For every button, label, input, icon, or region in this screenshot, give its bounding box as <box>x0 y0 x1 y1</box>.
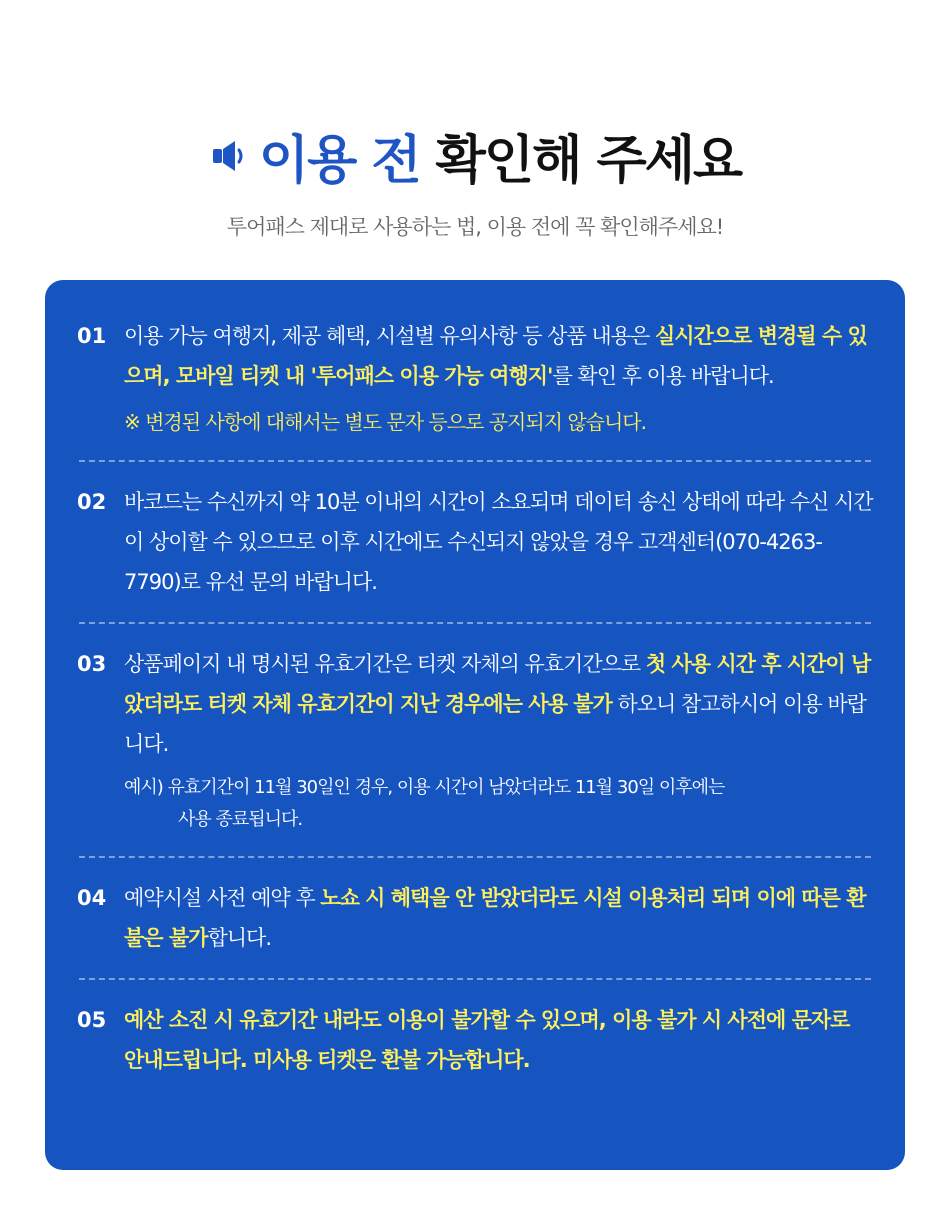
text-plain: 예약시설 사전 예약 후 <box>124 886 321 910</box>
text-highlight: 첫 사용 시간 후 시간이 남았더라도 티켓 자체 유효기간이 지난 경우에는 사용 불가 <box>124 652 871 716</box>
text-plain: 하오니 참고하시어 이용 바랍니다. <box>124 692 866 756</box>
notice-item-04 <box>77 858 873 978</box>
text-plain: 이용 가능 여행지, 제공 혜택, 시설별 유의사항 등 상품 내용은 <box>124 324 655 348</box>
notice-item-03 <box>77 624 873 856</box>
text-plain: 합니다. <box>207 926 272 950</box>
notice-item-02 <box>77 462 873 622</box>
notice-item-01 <box>77 296 873 460</box>
title-text: 확인해 주세요 <box>435 131 742 191</box>
item-text <box>124 878 873 958</box>
notice-item-05 <box>77 980 873 1100</box>
speaker-icon <box>209 136 249 176</box>
item-example <box>124 772 873 836</box>
title-highlight: 이용 전 <box>258 131 420 191</box>
item-number: 03 <box>77 652 107 676</box>
example-line: 예시) 유효기간이 11월 30일인 경우, 이용 시간이 남았더라도 11월 30일 이후에는 <box>124 777 725 798</box>
item-text: 바코드는 수신까지 약 10분 이내의 시간이 소요되며 데이터 송신 상태에 따라 수신 시간이 상이할 수 있으므로 이후 시간에도 수신되지 않았을 경우 고객센터(070-4263-7790)로 유선 문의 바랍니다. <box>124 490 873 594</box>
item-number: 02 <box>77 490 107 514</box>
item-number: 01 <box>77 324 107 348</box>
text-plain: 를 확인 후 이용 바랍니다. <box>552 364 774 388</box>
item-note: ※ 변경된 사항에 대해서는 별도 문자 등으로 공지되지 않습니다. <box>124 410 646 434</box>
text-highlight: 실시간으로 변경될 수 있으며, 모바일 티켓 내 '투어패스 이용 가능 여행지' <box>124 324 867 388</box>
item-text <box>124 316 873 396</box>
subtitle: 투어패스 제대로 사용하는 법, 이용 전에 꼭 확인해주세요! <box>226 215 724 239</box>
text-highlight: 노쇼 시 혜택을 안 받았더라도 시설 이용처리 되며 이에 따른 환불은 불가 <box>124 886 866 950</box>
page-title <box>209 118 741 193</box>
header <box>0 118 950 241</box>
text-highlight: 예산 소진 시 유효기간 내라도 이용이 불가할 수 있으며, 이용 불가 시 사전에 문자로 안내드립니다. 미사용 티켓은 환불 가능합니다. <box>124 1008 850 1072</box>
text-plain: 상품페이지 내 명시된 유효기간은 티켓 자체의 유효기간으로 <box>124 652 646 676</box>
notice-card <box>45 280 905 1170</box>
item-number: 05 <box>77 1008 107 1032</box>
item-number: 04 <box>77 886 107 910</box>
example-line: 사용 종료됩니다. <box>178 809 303 830</box>
item-text <box>124 1000 873 1080</box>
item-text <box>124 644 873 764</box>
